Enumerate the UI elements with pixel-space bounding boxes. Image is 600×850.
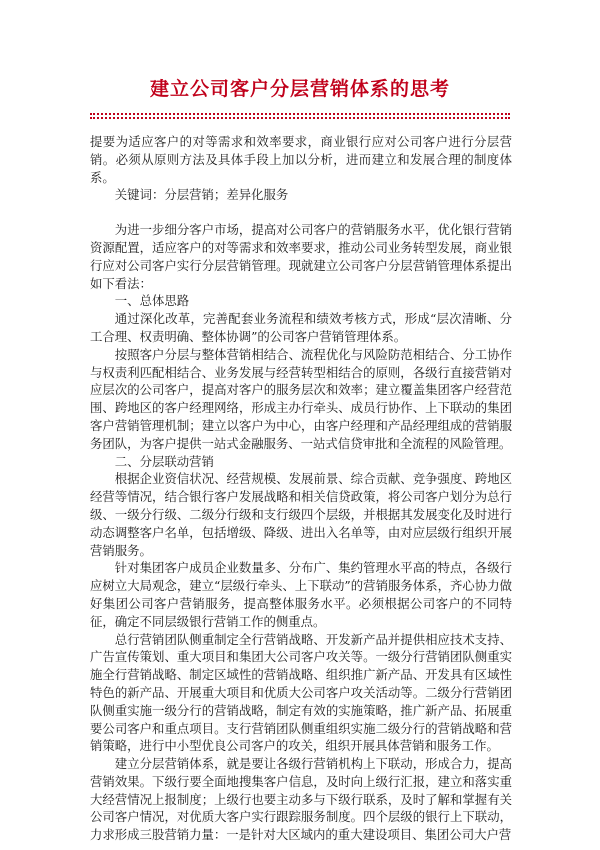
body-paragraph: 按照客户分层与整体营销相结合、流程优化与风险防范相结合、分工协作与权责利匹配相结合、业务发展与经营转型相结合的原则，各级行直接营销对应层次的公司客户，提高对客户的服务层次和效率；建立覆盖集团客户经营范围、跨地区的客户经理网络，形成主办行牵头、成员行协作、上下联动的集团客户营销管理机制；建立以客户为中心，由客户经理和产品经理组成的营销服务团队，为客户提供一站式金融服务、一站式信贷审批和全流程的风险管理。	[90, 346, 512, 451]
intro-paragraph: 为进一步细分客户市场，提高对公司客户的营销服务水平，优化银行营销资源配置，适应客户的对等需求和效率要求，推动公司业务转型发展，商业银行应对公司客户实行分层营销管理。现就建立公司客户分层营销管理体系提出如下看法：	[90, 222, 512, 291]
lead-paragraph: 提要为适应客户的对等需求和效率要求，商业银行应对公司客户进行分层营销。必须从原则方法及具体手段上加以分析，进而建立和发展合理的制度体系。	[90, 134, 512, 185]
doc-body	[90, 133, 512, 844]
body-paragraph: 根据企业资信状况、经营规模、发展前景、综合贡献、竞争强度、跨地区经营等情况，结合银行客户发展战略和相关信贷政策，将公司客户划分为总行级、一级分行级、二级分行级和支行级四个层级，并根据其发展变化及时进行动态调整客户名单，包括增级、降级、进出入名单等，由对应层级行组织开展营销服务。	[90, 471, 512, 558]
title-separator	[90, 113, 510, 119]
body-paragraph: 通过深化改革，完善配套业务流程和绩效考核方式，形成“层次清晰、分工合理、权责明确、整体协调”的公司客户营销管理体系。	[90, 311, 512, 344]
section-heading-2: 二、分层联动营销	[114, 453, 214, 469]
section-heading-1: 一、总体思路	[114, 293, 190, 309]
keywords-line: 关键词：分层营销；差异化服务	[114, 187, 289, 203]
doc-title: 建立公司客户分层营销体系的思考	[149, 78, 450, 100]
body-paragraph: 针对集团客户成员企业数量多、分布广、集约管理水平高的特点，各级行应树立大局观念，建立“层级行牵头、上下联动”的营销服务体系，齐心协力做好集团公司客户营销服务，提高整体服务水平。必须根据公司客户的不同特征，确定不同层级银行营销工作的侧重点。	[90, 560, 512, 629]
body-paragraph: 总行营销团队侧重制定全行营销战略、开发新产品并提供相应技术支持、广告宣传策划、重大项目和集团大公司客户攻关等。一级分行营销团队侧重实施全行营销战略、制定区域性的营销战略、组织推广新产品、开发具有区域性特色的新产品、开展重大项目和优质大公司客户攻关活动等。二级分行营销团队侧重实施一级分行的营销战略，制定有效的实施策略，推广新产品、拓展重要公司客户和重点项目。支行营销团队侧重组织实施二级分行的营销战略和营销策略，进行中小型优良公司客户的攻关，组织开展具体营销和服务工作。	[90, 631, 512, 754]
body-paragraph: 建立分层营销体系，就是要让各级行营销机构上下联动，形成合力，提高营销效果。下级行要全面地搜集客户信息，及时向上级行汇报，建立和落实重大经营情况上报制度；上级行也要主动多与下级行联系，及时了解和掌握有关公司客户情况，对优质大客户实行跟踪服务制度。四个层级的银行上下联动，力求形成三股营销力量：一是针对大区域内的重大建设项目、集团公司大户营	[90, 756, 512, 843]
